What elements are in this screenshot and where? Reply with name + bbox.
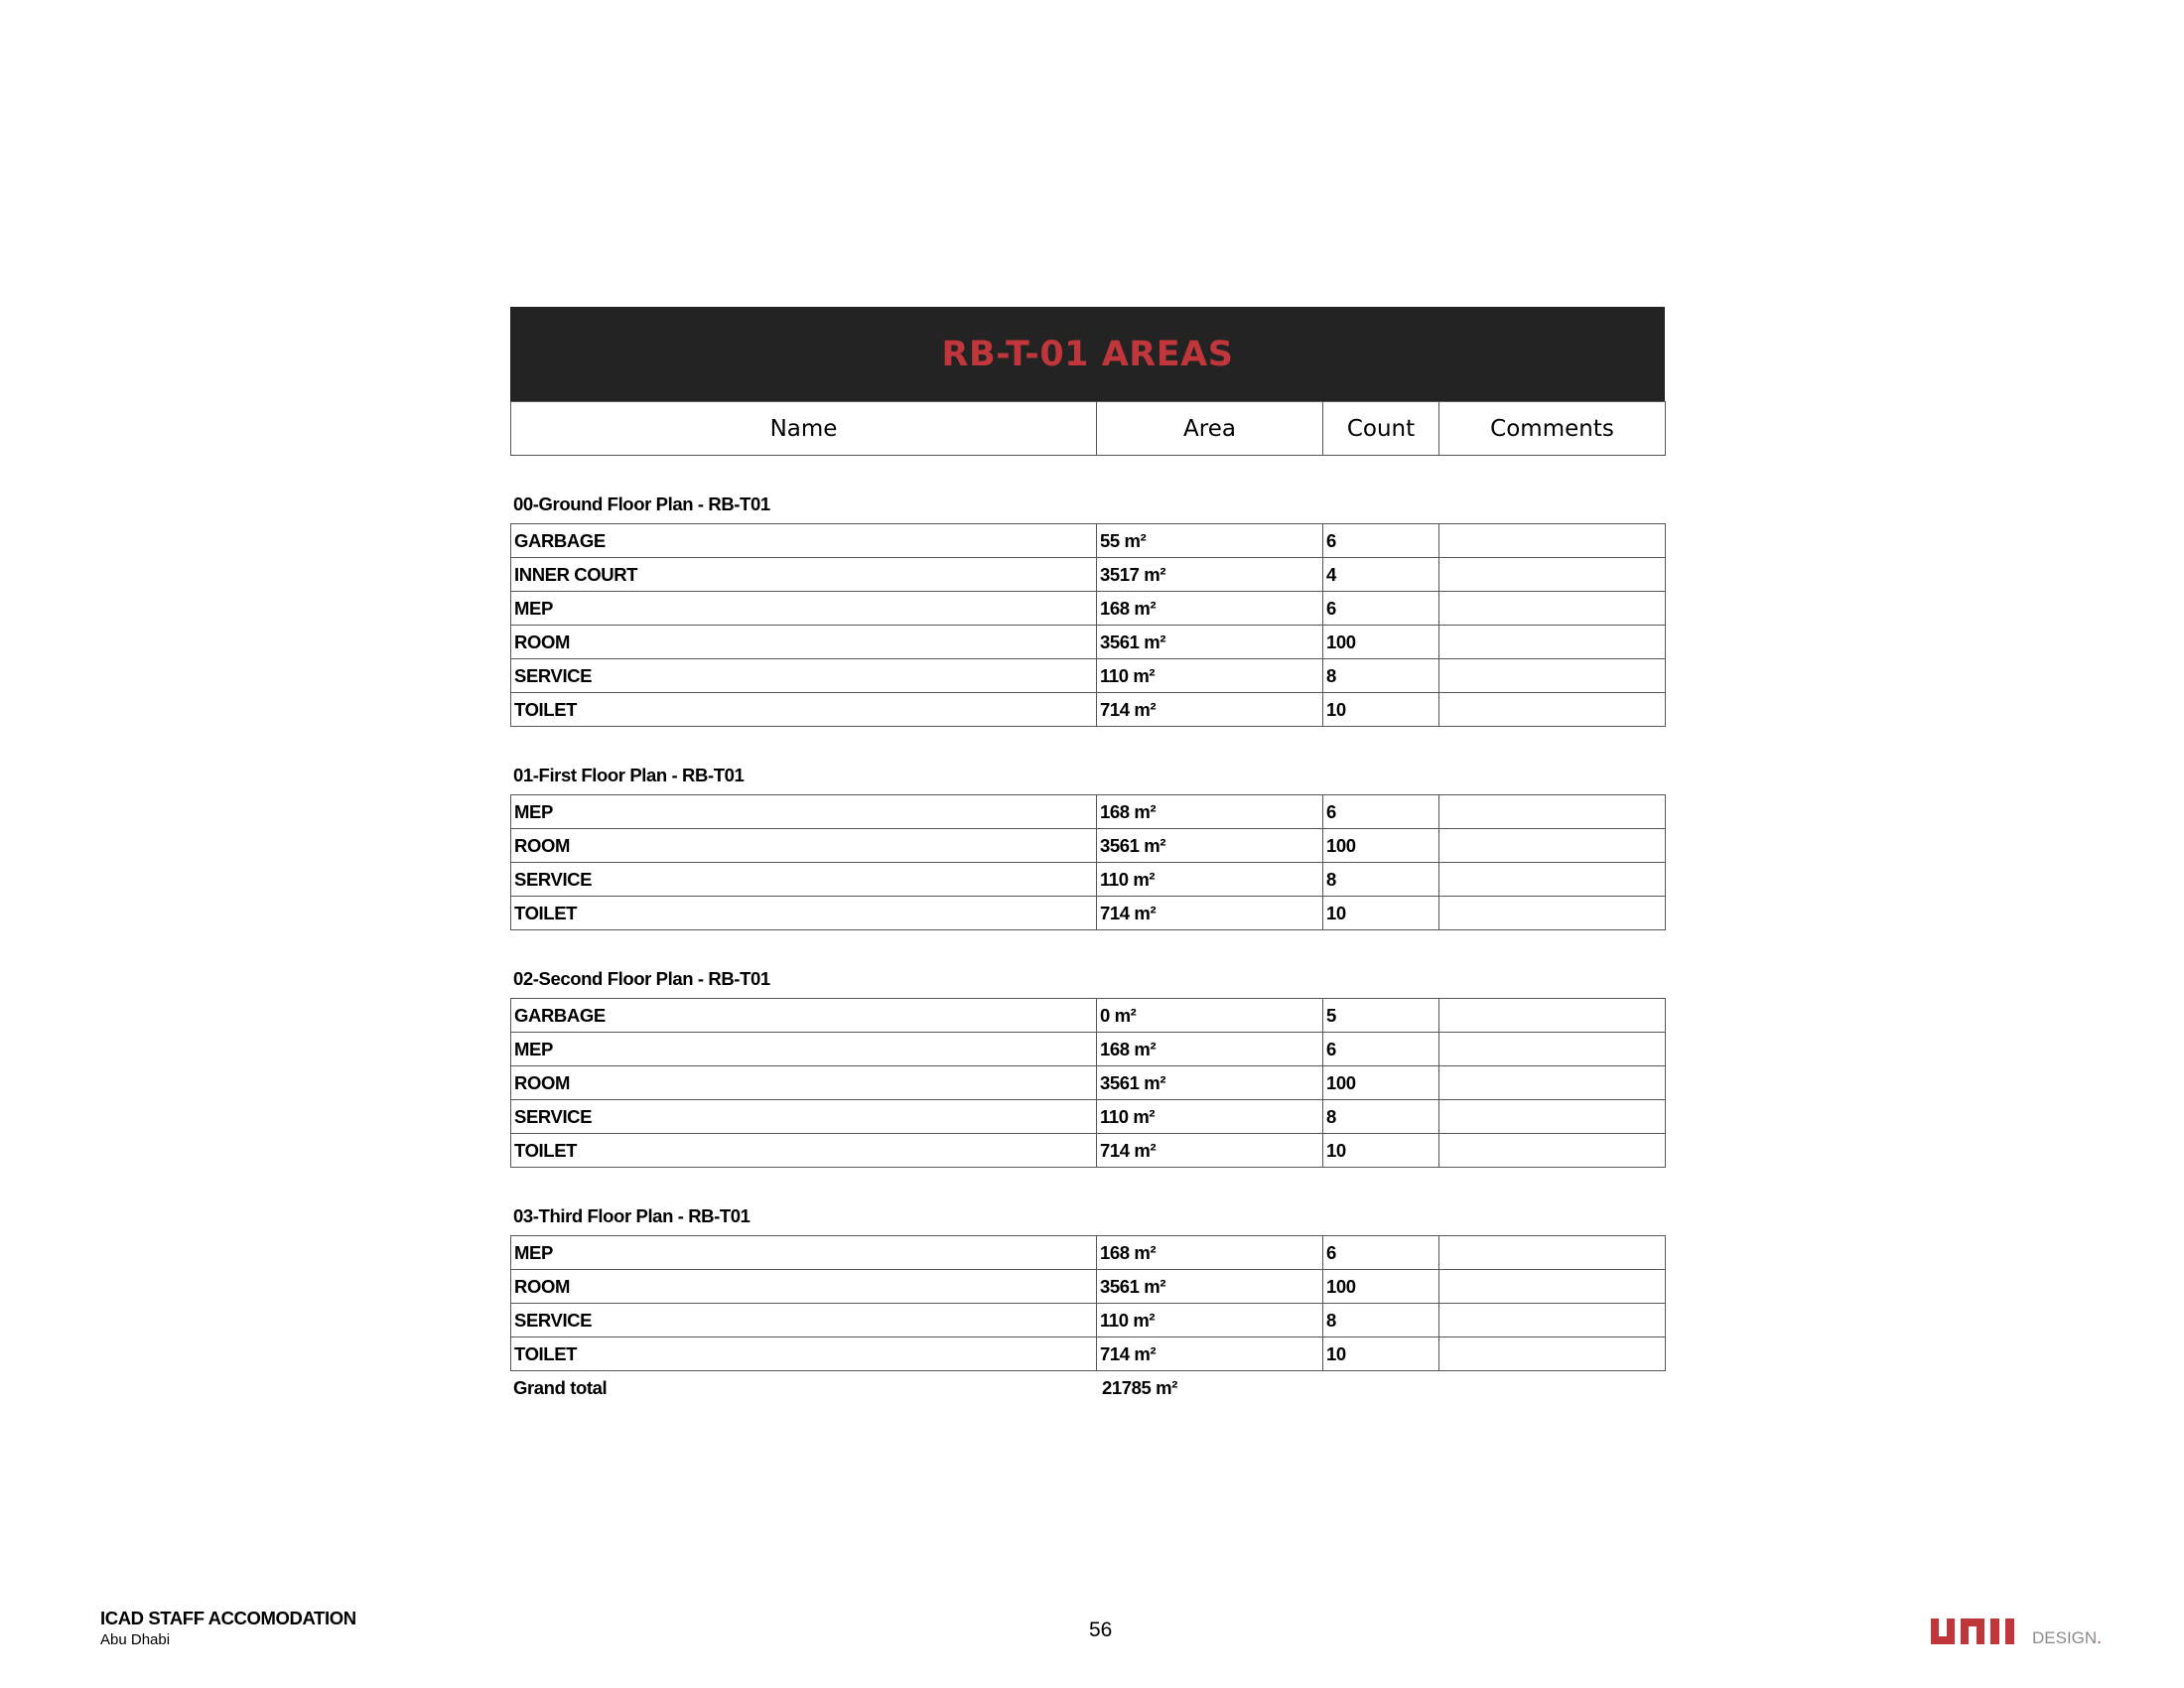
count-cell: 4 (1323, 558, 1439, 592)
column-header-name: Name (511, 402, 1097, 456)
area-cell: 714 m² (1097, 1134, 1323, 1168)
comments-cell (1439, 558, 1666, 592)
comments-cell (1439, 1236, 1666, 1270)
count-cell: 6 (1323, 524, 1439, 558)
area-cell: 714 m² (1097, 1337, 1323, 1371)
count-cell: 8 (1323, 659, 1439, 693)
grand-total-value: 21785 m² (1102, 1376, 1177, 1398)
name-cell: MEP (511, 1236, 1097, 1270)
company-logo (1931, 1617, 2102, 1646)
comments-cell (1439, 524, 1666, 558)
floor-group-table (510, 1235, 1666, 1371)
table-row (511, 795, 1666, 829)
table-row (511, 524, 1666, 558)
area-cell: 3517 m² (1097, 558, 1323, 592)
floor-group-table (510, 998, 1666, 1168)
table-row (511, 1337, 1666, 1371)
area-cell: 3561 m² (1097, 829, 1323, 863)
project-location: Abu Dhabi (100, 1631, 171, 1648)
floor-group-title: 02-Second Floor Plan - RB-T01 (513, 968, 770, 989)
table-row (511, 897, 1666, 930)
name-cell: ROOM (511, 829, 1097, 863)
comments-cell (1439, 1304, 1666, 1337)
column-header-comments: Comments (1439, 402, 1666, 456)
name-cell: ROOM (511, 626, 1097, 659)
name-cell: TOILET (511, 1337, 1097, 1371)
comments-cell (1439, 693, 1666, 727)
count-cell: 100 (1323, 626, 1439, 659)
count-cell: 8 (1323, 1100, 1439, 1134)
name-cell: SERVICE (511, 863, 1097, 897)
name-cell: MEP (511, 795, 1097, 829)
unii-logo-mark (1931, 1617, 2028, 1646)
count-cell: 10 (1323, 1337, 1439, 1371)
area-cell: 168 m² (1097, 1236, 1323, 1270)
area-cell: 110 m² (1097, 1100, 1323, 1134)
name-cell: ROOM (511, 1066, 1097, 1100)
floor-group-title: 01-First Floor Plan - RB-T01 (513, 765, 745, 785)
count-cell: 5 (1323, 999, 1439, 1033)
comments-cell (1439, 1134, 1666, 1168)
area-cell: 3561 m² (1097, 1270, 1323, 1304)
name-cell: INNER COURT (511, 558, 1097, 592)
area-cell: 168 m² (1097, 795, 1323, 829)
name-cell: TOILET (511, 693, 1097, 727)
comments-cell (1439, 897, 1666, 930)
table-row (511, 1236, 1666, 1270)
table-row (511, 1033, 1666, 1066)
area-cell: 110 m² (1097, 863, 1323, 897)
name-cell: GARBAGE (511, 524, 1097, 558)
count-cell: 100 (1323, 829, 1439, 863)
name-cell: TOILET (511, 897, 1097, 930)
name-cell: TOILET (511, 1134, 1097, 1168)
comments-cell (1439, 1066, 1666, 1100)
table-row (511, 558, 1666, 592)
area-cell: 714 m² (1097, 897, 1323, 930)
table-row (511, 626, 1666, 659)
schedule-title-bar (510, 307, 1665, 401)
table-row (511, 1134, 1666, 1168)
footer-project-info (100, 1608, 356, 1648)
count-cell: 8 (1323, 863, 1439, 897)
area-cell: 55 m² (1097, 524, 1323, 558)
column-header-row (510, 401, 1666, 456)
table-row (511, 659, 1666, 693)
area-cell: 714 m² (1097, 693, 1323, 727)
area-schedule (510, 307, 1665, 1404)
count-cell: 100 (1323, 1270, 1439, 1304)
name-cell: MEP (511, 1033, 1097, 1066)
area-cell: 168 m² (1097, 1033, 1323, 1066)
comments-cell (1439, 659, 1666, 693)
comments-cell (1439, 795, 1666, 829)
count-cell: 10 (1323, 1134, 1439, 1168)
schedule-title: RB-T-01 AREAS (941, 334, 1234, 374)
table-row (511, 693, 1666, 727)
table-row (511, 1270, 1666, 1304)
count-cell: 10 (1323, 693, 1439, 727)
comments-cell (1439, 1270, 1666, 1304)
count-cell: 6 (1323, 1033, 1439, 1066)
floor-group-table (510, 523, 1666, 727)
table-row (511, 1066, 1666, 1100)
comments-cell (1439, 1337, 1666, 1371)
project-name: ICAD STAFF ACCOMODATION (100, 1608, 356, 1628)
floor-group-title: 00-Ground Floor Plan - RB-T01 (513, 493, 770, 514)
count-cell: 6 (1323, 1236, 1439, 1270)
table-row (511, 999, 1666, 1033)
column-header-area: Area (1097, 402, 1323, 456)
area-cell: 110 m² (1097, 1304, 1323, 1337)
table-row (511, 1100, 1666, 1134)
count-cell: 6 (1323, 592, 1439, 626)
floor-group-table (510, 794, 1666, 930)
comments-cell (1439, 1100, 1666, 1134)
area-cell: 0 m² (1097, 999, 1323, 1033)
comments-cell (1439, 829, 1666, 863)
area-cell: 110 m² (1097, 659, 1323, 693)
count-cell: 100 (1323, 1066, 1439, 1100)
column-header-count: Count (1323, 402, 1439, 456)
count-cell: 8 (1323, 1304, 1439, 1337)
name-cell: SERVICE (511, 659, 1097, 693)
floor-groups (510, 493, 1665, 1371)
grand-total-row (510, 1371, 1665, 1404)
name-cell: ROOM (511, 1270, 1097, 1304)
table-row (511, 829, 1666, 863)
comments-cell (1439, 626, 1666, 659)
count-cell: 6 (1323, 795, 1439, 829)
area-cell: 168 m² (1097, 592, 1323, 626)
table-row (511, 1304, 1666, 1337)
table-row (511, 863, 1666, 897)
comments-cell (1439, 999, 1666, 1033)
name-cell: SERVICE (511, 1100, 1097, 1134)
area-cell: 3561 m² (1097, 626, 1323, 659)
grand-total-label: Grand total (513, 1376, 608, 1398)
comments-cell (1439, 1033, 1666, 1066)
area-cell: 3561 m² (1097, 1066, 1323, 1100)
logo-design-text: DESIGN. (2032, 1628, 2102, 1647)
table-row (511, 592, 1666, 626)
page-number: 56 (1089, 1618, 1113, 1641)
name-cell: GARBAGE (511, 999, 1097, 1033)
comments-cell (1439, 592, 1666, 626)
count-cell: 10 (1323, 897, 1439, 930)
name-cell: MEP (511, 592, 1097, 626)
comments-cell (1439, 863, 1666, 897)
floor-group-title: 03-Third Floor Plan - RB-T01 (513, 1205, 751, 1226)
name-cell: SERVICE (511, 1304, 1097, 1337)
